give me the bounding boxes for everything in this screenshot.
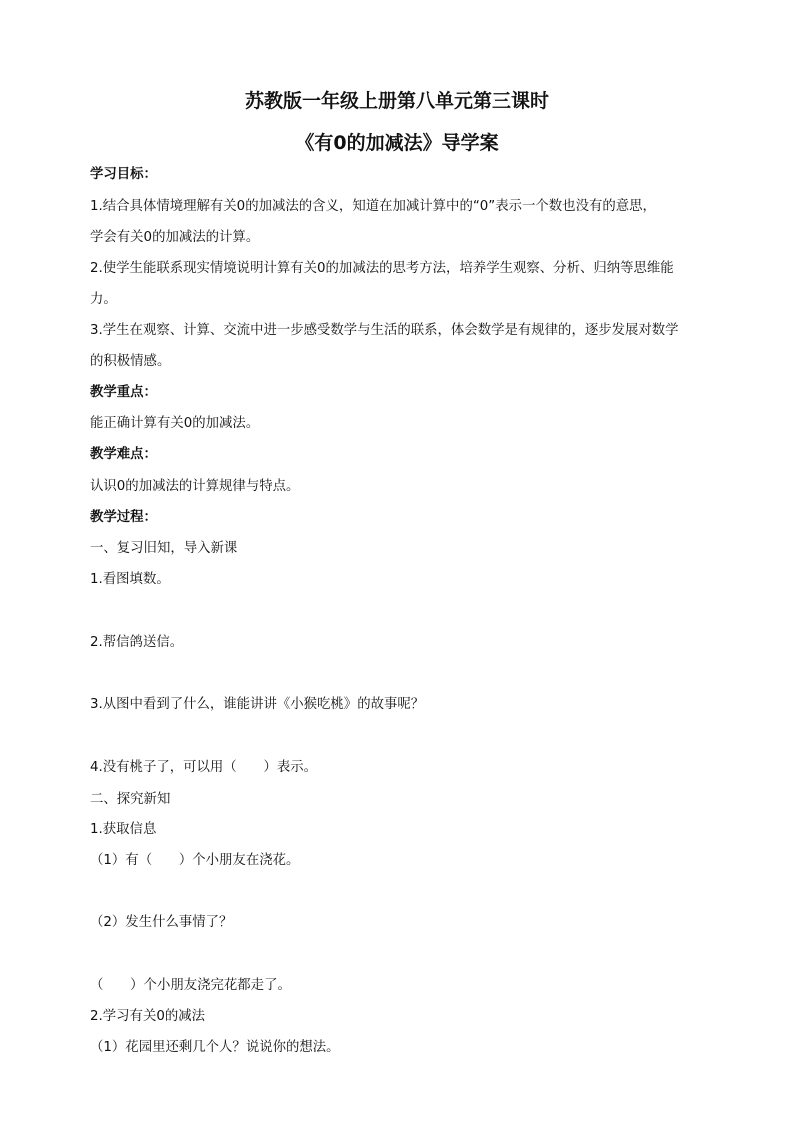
document-subtitle: 《有0的加减法》导学案: [295, 132, 499, 154]
goal-1-line-1: 1.结合具体情境理解有关0的加减法的含义，知道在加减计算中的“0”表示一个数也没有的意思，: [90, 199, 656, 214]
section-1-heading: 一、复习旧知，导入新课: [90, 541, 238, 556]
difficulty-text: 认识0的加减法的计算规律与特点。: [90, 479, 300, 494]
key-points-text: 能正确计算有关0的加减法。: [90, 416, 260, 431]
section-2-item-1-question-2: （2）发生什么事情了？: [90, 915, 233, 930]
section-1-item-4: 4.没有桃子了，可以用（ ）表示。: [90, 760, 318, 775]
key-points-heading: 教学重点：: [90, 385, 157, 400]
section-1-item-3: 3.从图中看到了什么，谁能讲讲《小猴吃桃》的故事呢？: [90, 697, 425, 712]
section-2-item-2-question-1: （1）花园里还剩几个人？说说你的想法。: [90, 1040, 340, 1055]
goal-3-line-1: 3.学生在观察、计算、交流中进一步感受数学与生活的联系，体会数学是有规律的，逐步发展对数学: [90, 323, 679, 338]
section-1-item-2: 2.帮信鸽送信。: [90, 635, 184, 650]
goal-2-line-2: 力。: [90, 292, 117, 307]
document-title: 苏教版一年级上册第八单元第三课时: [244, 90, 549, 112]
section-2-heading: 二、探究新知: [90, 792, 171, 807]
section-2-item-1-question-1: （1）有（ ）个小朋友在浇花。: [90, 853, 300, 868]
goal-3-line-2: 的积极情感。: [90, 354, 171, 369]
section-1-item-1: 1.看图填数。: [90, 572, 170, 587]
section-2-item-2: 2.学习有关0的减法: [90, 1009, 206, 1024]
section-2-item-1-question-3: （ ）个小朋友浇完花都走了。: [90, 978, 291, 993]
process-heading: 教学过程：: [90, 510, 157, 525]
goal-1-line-2: 学会有关0的加减法的计算。: [90, 230, 260, 245]
section-2-item-1: 1.获取信息: [90, 822, 157, 837]
goals-heading: 学习目标：: [90, 167, 157, 182]
difficulty-heading: 教学难点：: [90, 447, 157, 462]
goal-2-line-1: 2.使学生能联系现实情境说明计算有关0的加减法的思考方法，培养学生观察、分析、归纳等思维能: [90, 261, 674, 276]
